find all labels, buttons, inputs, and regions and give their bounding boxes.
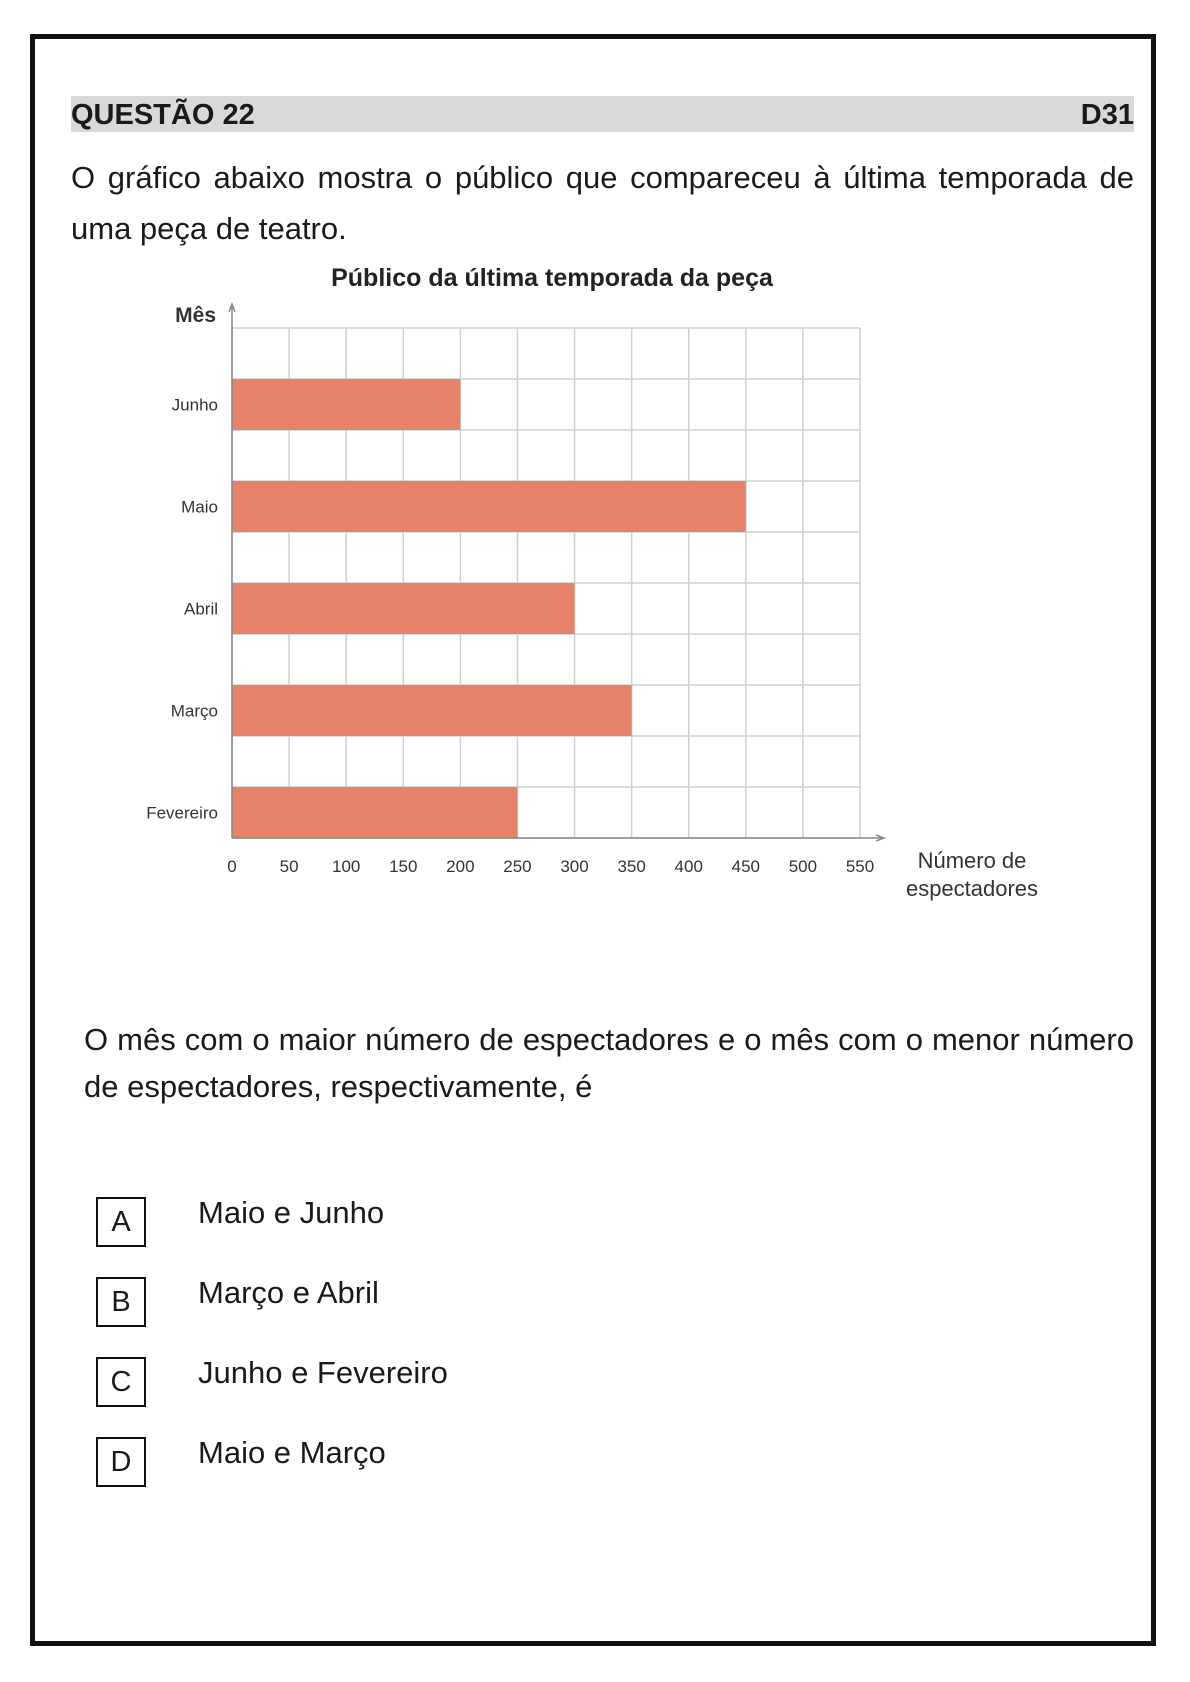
option-a[interactable]: [96, 1197, 696, 1251]
bar-abril: [232, 583, 575, 634]
x-tick-label: 250: [503, 857, 532, 876]
x-tick-label: 50: [279, 857, 299, 876]
x-tick-label: 500: [788, 857, 818, 876]
category-label: Março: [170, 701, 218, 721]
option-d-letter: D: [96, 1437, 146, 1487]
bar-chart: [120, 260, 1080, 960]
category-label: Abril: [183, 599, 218, 619]
x-tick-label: 150: [389, 857, 418, 876]
x-tick-label: 0: [227, 857, 237, 876]
x-axis-label-line: espectadores: [905, 876, 1039, 901]
category-label: Junho: [171, 395, 218, 415]
chart-title: Público da última temporada da peça: [331, 264, 773, 292]
x-axis-label-line: Número de: [917, 848, 1027, 873]
category-label: Fevereiro: [146, 803, 218, 823]
option-b[interactable]: [96, 1277, 696, 1331]
option-a-text: Maio e Junho: [198, 1195, 385, 1230]
option-c-text: Junho e Fevereiro: [198, 1355, 448, 1390]
x-tick-label: 400: [674, 857, 703, 876]
x-tick-label: 550: [845, 857, 875, 876]
question-intro: O gráfico abaixo mostra o público que compareceu à última temporada de uma peça de teatro.: [71, 160, 1134, 246]
x-tick-label: 450: [731, 857, 761, 876]
option-d[interactable]: [96, 1437, 696, 1491]
option-b-letter: B: [96, 1277, 146, 1327]
x-tick-label: 350: [617, 857, 646, 876]
bar-março: [232, 685, 632, 736]
x-tick-label: 200: [446, 857, 475, 876]
option-c-letter: C: [96, 1357, 146, 1407]
bar-junho: [232, 379, 460, 430]
x-tick-label: 100: [331, 857, 361, 876]
option-a-letter: A: [96, 1197, 146, 1247]
bar-maio: [232, 481, 746, 532]
question-title: QUESTÃO 22: [71, 99, 255, 131]
x-tick-label: 300: [560, 857, 589, 876]
category-label: Maio: [181, 497, 218, 517]
bar-fevereiro: [232, 787, 517, 838]
option-d-text: Maio e Março: [198, 1435, 386, 1470]
option-b-text: Março e Abril: [198, 1275, 379, 1310]
y-axis-label: Mês: [175, 304, 216, 327]
question-prompt: O mês com o maior número de espectadores e o mês com o menor número de espectadores, respectivamente, é: [84, 1022, 1134, 1104]
descriptor-code: D31: [1080, 99, 1134, 131]
option-c[interactable]: [96, 1357, 696, 1411]
